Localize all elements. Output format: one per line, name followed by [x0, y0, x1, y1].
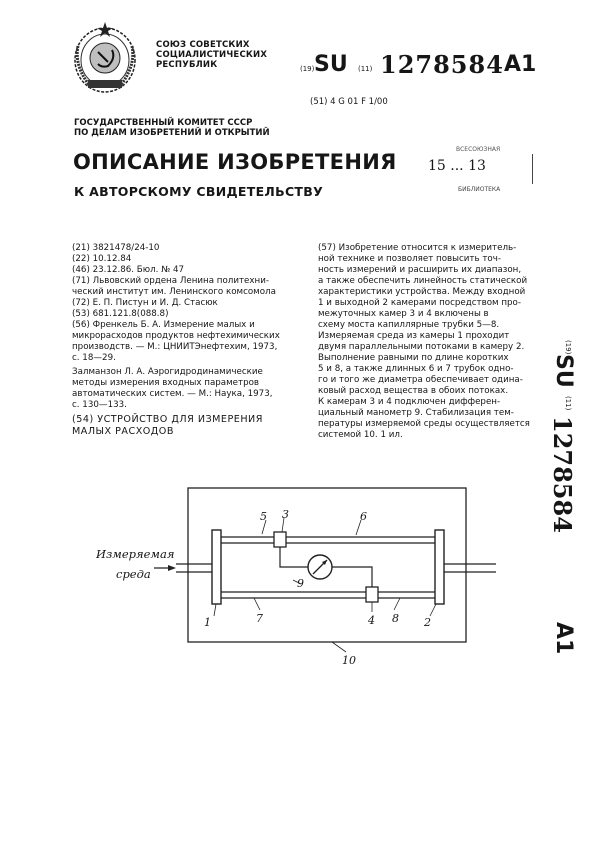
- measured-medium-label-2: среда: [116, 567, 151, 581]
- state-name: СОЮЗ СОВЕТСКИХ СОЦИАЛИСТИЧЕСКИХ РЕСПУБЛИК: [156, 40, 268, 70]
- measured-medium-label: Измеряемая: [96, 547, 175, 561]
- label-7: 7: [256, 612, 263, 625]
- label-4: 4: [368, 614, 375, 627]
- page-subtitle: К АВТОРСКОМУ СВИДЕТЕЛЬСТВУ: [74, 184, 324, 199]
- kind-code: A1: [504, 52, 537, 77]
- label-9: 9: [297, 577, 304, 590]
- outlet-chamber-2: [435, 530, 444, 604]
- intermediate-chamber-4: [366, 587, 378, 602]
- device-schematic: [96, 476, 516, 686]
- label-5: 5: [260, 510, 267, 523]
- library-stamp: ВСЕСОЮЗНАЯ 15 ... 13 БИБЛИОТЕКА: [428, 146, 538, 196]
- label-3: 3: [282, 508, 289, 521]
- country-code: SU: [314, 52, 348, 77]
- invention-title: (54) УСТРОЙСТВО ДЛЯ ИЗМЕРЕНИЯ МАЛЫХ РАСХОДОВ: [72, 414, 263, 437]
- patent-number: 1278584: [380, 50, 504, 79]
- label-2: 2: [424, 616, 431, 629]
- inlet-chamber-1: [212, 530, 221, 604]
- document-number: [300, 52, 550, 78]
- bibliographic-data: (21) 3821478/24-10 (22) 10.12.84 (46) 23.12.86. Бюл. № 47 (71) Львовский ордена Ленина политехни- ческий институт им. Ленинского комсомола (72) Е. П. Пистун и И. Д. Стасюк (53) 681.121.8(088.8) (56) Френкель Б. А. Измерение малых и микрорасходов продуктов нефтехимических производств. — М.: ЦНИИТЭнефтехим, 1973, с. 18—29. Залманзон Л. А. Аэрогидродинамические методы измерения входных параметров автоматических систем. — М.: Наука, 1973, с. 130—133. (54) УСТРОЙСТВО ДЛЯ ИЗМЕРЕНИЯ МАЛЫХ РАСХОДОВ: [72, 243, 292, 438]
- abstract: (57) Изобретение относится к измеритель- ной технике и позволяет повысить точ- ность измерений и расширить их диапазон, а также обеспечить линейность статической характеристики устройства. Между входной 1 и выходной 2 камерами посредством про- межуточных камер 3 и 4 включены в схему моста капиллярные трубки 5—8. Измеряемая среда из камеры 1 проходит двумя параллельными потоками в камеру 2. Выполнение равными по длине коротких 5 и 8, а также длинных 6 и 7 трубок одно- го и того же диаметра обеспечивает одина- ковый расход вещества в обоих потоках. К камерам 3 и 4 подключен дифферен- циальный манометр 9. Стабилизация тем- пературы измеряемой среды осуществляется системой 10. 1 ил.: [318, 243, 530, 440]
- label-6: 6: [360, 510, 367, 523]
- code-11: (11): [358, 65, 373, 73]
- code-19: (19): [300, 65, 315, 73]
- ipc-class: (51) 4 G 01 F 1/00: [310, 97, 388, 107]
- committee-name: ГОСУДАРСТВЕННЫЙ КОМИТЕТ СССР ПО ДЕЛАМ ИЗОБРЕТЕНИЙ И ОТКРЫТИЙ: [74, 118, 270, 138]
- ussr-emblem-icon: [68, 16, 142, 96]
- label-1: 1: [204, 616, 211, 629]
- intermediate-chamber-3: [274, 532, 286, 547]
- flow-arrow-icon: [168, 565, 176, 571]
- side-document-number: (19) SU (11) 1278584 A1: [548, 340, 577, 655]
- page-title: ОПИСАНИЕ ИЗОБРЕТЕНИЯ: [73, 150, 397, 174]
- label-8: 8: [392, 612, 399, 625]
- label-10: 10: [342, 654, 356, 667]
